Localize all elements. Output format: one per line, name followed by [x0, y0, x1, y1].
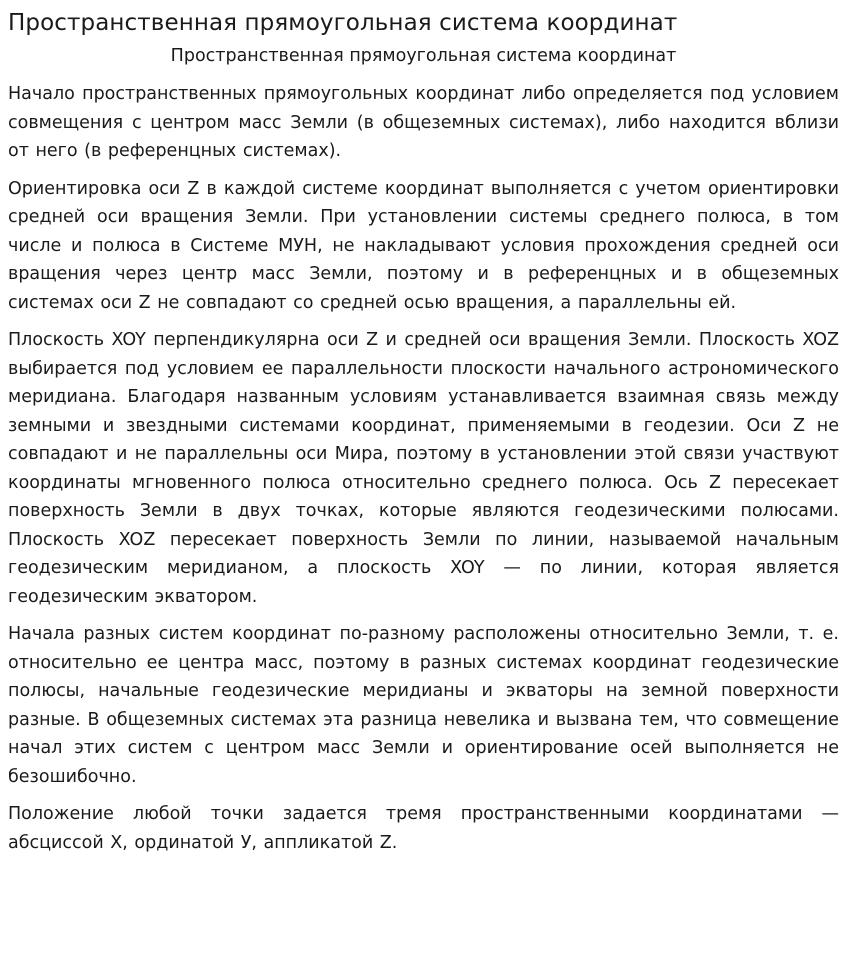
paragraph-planes: Плоскость XOY перпендикулярна оси Z и средней оси вращения Земли. Плоскость XOZ выбирается под условием ее параллельности плоскости начального астрономического меридиана. Благодаря названным условиям устанавливается взаимная связь между земными и звездными системами координат, применяемыми в геодезии. Оси Z не совпадают и не параллельны оси Мира, поэтому в установлении этой связи участвуют координаты мгновенного полюса относительно среднего полюса. Ось Z пересекает поверхность Земли в двух точках, которые являются геодезическими полюсами. Плоскость XOZ пересекает поверхность Земли по линии, называемой начальным геодезическим меридианом, а плоскость XOY — по линии, которая является геодезическим экватором. [8, 330, 839, 607]
paragraph-system-differences: Начала разных систем координат по-разному расположены относительно Земли, т. е. относительно ее центра масс, поэтому в разных системах координат геодезические полюсы, начальные геодезические меридианы и экваторы на земной поверхности разные. В общеземных системах эта разница невелика и вызвана тем, что совмещение начал этих систем с центром масс Земли и ориентирование осей выполняется не безошибочно. [8, 624, 839, 787]
section-heading: Пространственная прямоугольная система координат [170, 46, 677, 66]
paragraph-z-axis: Ориентировка оси Z в каждой системе координат выполняется с учетом ориентировки средней оси вращения Земли. При установлении системы среднего полюса, в том числе и полюса в Системе МУН, не накладывают условия прохождения средней оси вращения через центр масс Земли, поэтому и в референцных и в общеземных системах оси Z не совпадают со средней осью вращения, а параллельны ей. [8, 178, 839, 313]
paragraph-point-position: Положение любой точки задается тремя пространственными координатами — абсциссой X, ординатой У, аппликатой Z. [8, 804, 839, 853]
page-title: Пространственная прямоугольная система координат [8, 10, 678, 36]
paragraph-origin: Начало пространственных прямоугольных координат либо определяется под условием совмещения с центром масс Земли (в общеземных системах), либо находится вблизи от него (в референцных системах). [8, 84, 839, 161]
